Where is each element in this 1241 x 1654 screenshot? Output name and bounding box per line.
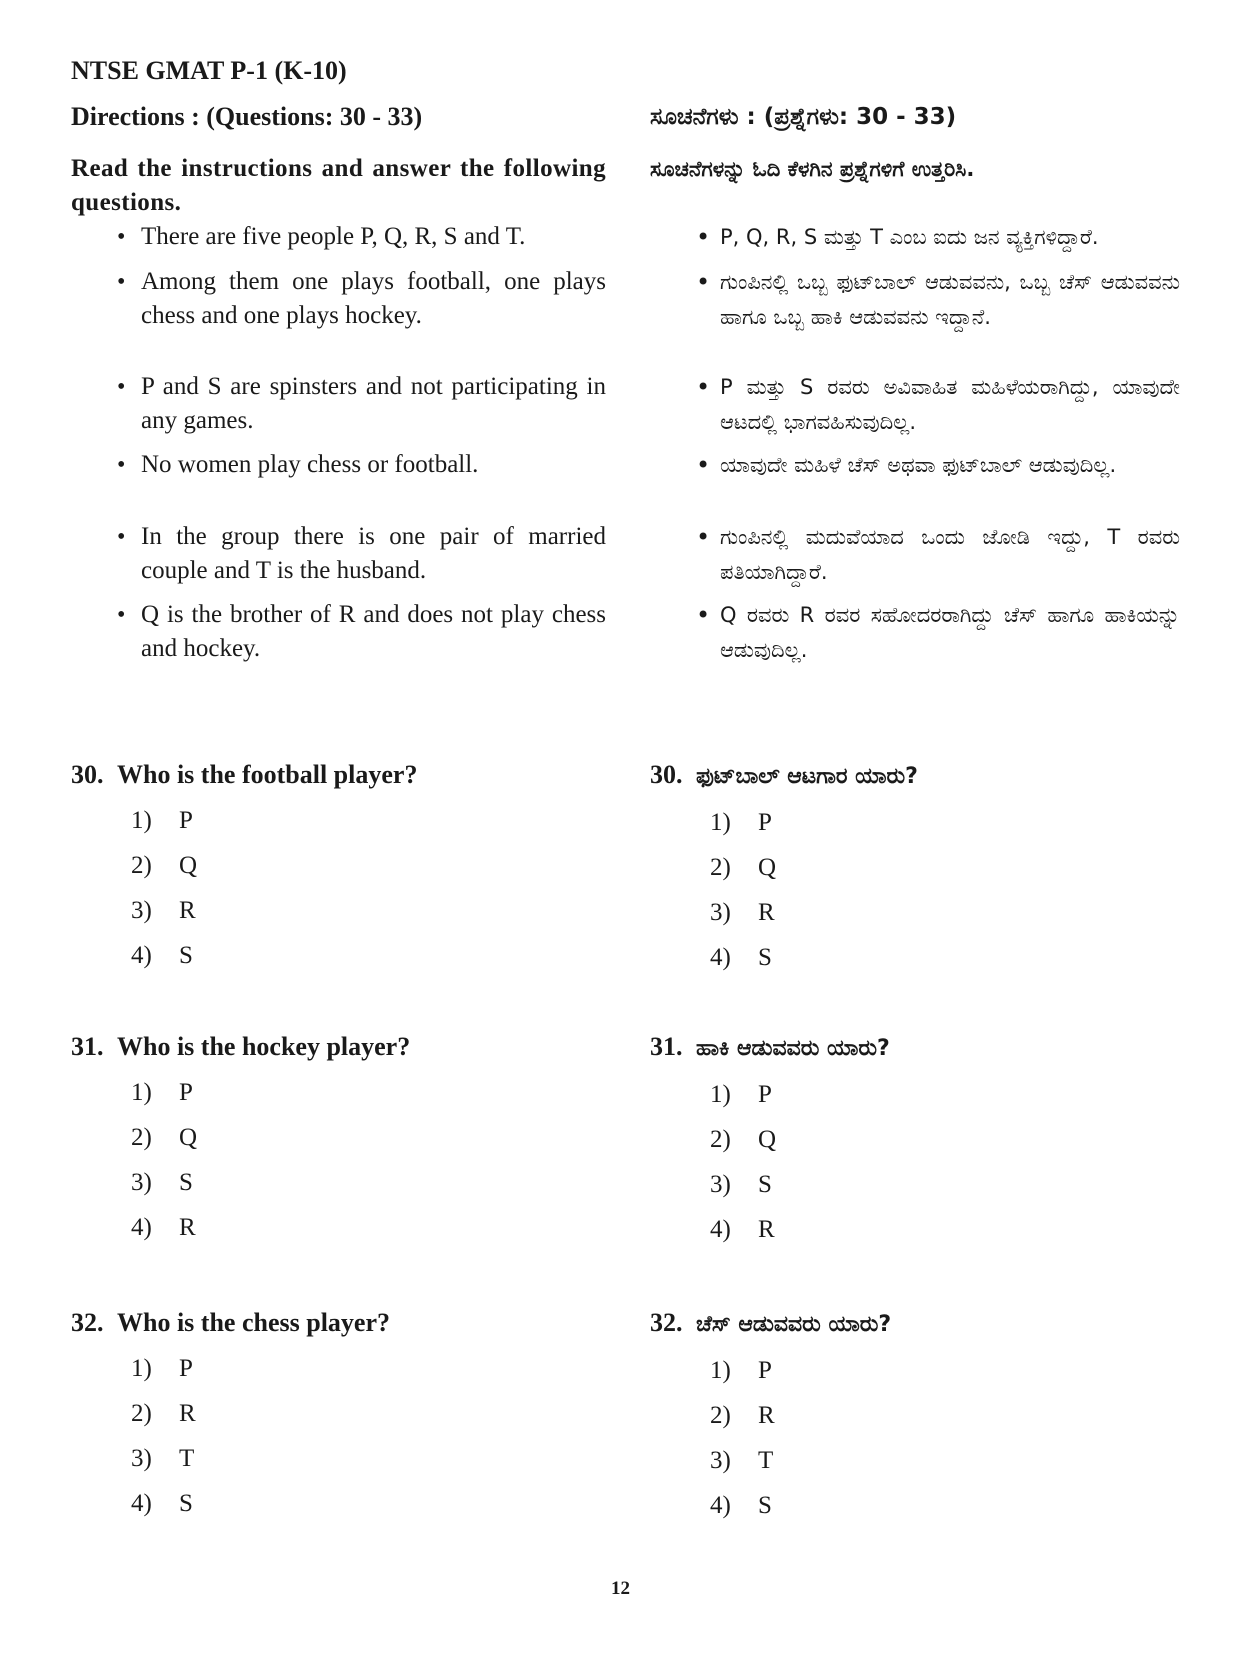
- instruction-item: • P and S are spinsters and not participating in any games.: [117, 370, 606, 438]
- question-31-kannada: [650, 1030, 890, 1258]
- question-32: [71, 1306, 390, 1532]
- instruction-item-kannada: • P ಮತ್ತು S ರವರು ಅವಿವಾಹಿತ ಮಹಿಳೆಯರಾಗಿದ್ದು, ಯಾವುದೇ ಆಟದಲ್ಲಿ ಭಾಗವಹಿಸುವುದಿಲ್ಲ.: [696, 370, 1180, 440]
- option[interactable]: 4) S: [710, 1492, 772, 1519]
- option[interactable]: 3) T: [131, 1445, 195, 1472]
- question-text: Who is the football player?: [117, 760, 418, 789]
- option[interactable]: 3) R: [131, 897, 196, 924]
- directions-title: Directions : (Questions: 30 - 33): [71, 102, 423, 131]
- instruction-item: • Q is the brother of R and does not play chess and hockey.: [117, 598, 606, 666]
- question-text: Who is the chess player?: [117, 1308, 390, 1337]
- question-title: [650, 1306, 891, 1342]
- instruction-item: • Among them one plays football, one plays chess and one plays hockey.: [117, 265, 606, 333]
- question-number: 30.: [650, 760, 683, 789]
- question-number: 32.: [71, 1308, 104, 1337]
- question-30: [71, 758, 417, 984]
- question-title: [650, 758, 918, 794]
- option[interactable]: 2) Q: [710, 854, 777, 881]
- directions-subtitle: Read the instructions and answer the following questions.: [71, 155, 606, 216]
- question-number: 31.: [650, 1032, 683, 1061]
- instruction-item: • In the group there is one pair of married couple and T is the husband.: [117, 520, 606, 588]
- option[interactable]: 2) R: [131, 1400, 196, 1427]
- option[interactable]: 1) P: [710, 1357, 772, 1384]
- option[interactable]: 3) T: [710, 1447, 774, 1474]
- question-text: ಹಾಕಿ ಆಡುವವರು ಯಾರು?: [696, 1036, 890, 1061]
- option[interactable]: 1) P: [131, 1079, 193, 1106]
- question-number: 30.: [71, 760, 104, 789]
- question-text: ಚೆಸ್ ಆಡುವವರು ಯಾರು?: [696, 1312, 892, 1337]
- option[interactable]: 1) P: [131, 807, 193, 834]
- directions-subtitle-kannada: ಸೂಚನೆಗಳನ್ನು ಓದಿ ಕೆಳಗಿನ ಪ್ರಶ್ನೆಗಳಿಗೆ ಉತ್ತರಿಸಿ.: [650, 157, 975, 181]
- question-number: 31.: [71, 1032, 104, 1061]
- option[interactable]: 4) S: [131, 1490, 193, 1517]
- instruction-item-kannada: • P, Q, R, S ಮತ್ತು T ಎಂಬ ಐದು ಜನ ವ್ಯಕ್ತಿಗಳಿದ್ದಾರೆ.: [696, 220, 1180, 255]
- option[interactable]: 1) P: [710, 809, 772, 836]
- instruction-item-kannada: • Q ರವರು R ರವರ ಸಹೋದರರಾಗಿದ್ದು ಚೆಸ್ ಹಾಗೂ ಹಾಕಿಯನ್ನು ಆಡುವುದಿಲ್ಲ.: [696, 598, 1180, 668]
- option[interactable]: 2) Q: [131, 1124, 198, 1151]
- option[interactable]: 4) R: [131, 1214, 196, 1241]
- option[interactable]: 2) Q: [710, 1126, 777, 1153]
- question-30-kannada: [650, 758, 918, 986]
- question-title: [71, 758, 417, 792]
- option[interactable]: 2) R: [710, 1402, 775, 1429]
- question-32-kannada: [650, 1306, 891, 1534]
- question-text: ಫುಟ್‌ಬಾಲ್ ಆಟಗಾರ ಯಾರು?: [696, 764, 918, 789]
- option[interactable]: 3) S: [131, 1169, 193, 1196]
- option[interactable]: 4) R: [710, 1216, 775, 1243]
- option[interactable]: 1) P: [131, 1355, 193, 1382]
- option[interactable]: 3) R: [710, 899, 775, 926]
- page-number: 12: [611, 1578, 630, 1599]
- instruction-item: • No women play chess or football.: [117, 448, 606, 482]
- option[interactable]: 2) Q: [131, 852, 198, 879]
- question-number: 32.: [650, 1308, 683, 1337]
- kannada-column: [650, 100, 1180, 662]
- question-title: [71, 1030, 410, 1064]
- option[interactable]: 3) S: [710, 1171, 772, 1198]
- instruction-item-kannada: • ಗುಂಪಿನಲ್ಲಿ ಒಬ್ಬ ಫುಟ್‌ಬಾಲ್ ಆಡುವವನು, ಒಬ್ಬ ಚೆಸ್ ಆಡುವವನು ಹಾಗೂ ಒಬ್ಬ ಹಾಕಿ ಆಡುವವನು ಇದ್ದಾನೆ.: [696, 265, 1180, 335]
- english-column: [71, 100, 606, 662]
- page-header: NTSE GMAT P-1 (K-10): [71, 56, 347, 85]
- instruction-item-kannada: • ಗುಂಪಿನಲ್ಲಿ ಮದುವೆಯಾದ ಒಂದು ಜೋಡಿ ಇದ್ದು, T ರವರು ಪತಿಯಾಗಿದ್ದಾರೆ.: [696, 520, 1180, 590]
- option[interactable]: 1) P: [710, 1081, 772, 1108]
- instruction-item-kannada: • ಯಾವುದೇ ಮಹಿಳೆ ಚೆಸ್ ಅಥವಾ ಫುಟ್‌ಬಾಲ್ ಆಡುವುದಿಲ್ಲ.: [696, 448, 1180, 483]
- question-31: [71, 1030, 410, 1256]
- option[interactable]: 4) S: [131, 942, 193, 969]
- question-title: [71, 1306, 390, 1340]
- question-text: Who is the hockey player?: [117, 1032, 411, 1061]
- question-title: [650, 1030, 890, 1066]
- option[interactable]: 4) S: [710, 944, 772, 971]
- directions-title-kannada: ಸೂಚನೆಗಳು : (ಪ್ರಶ್ನೆಗಳು: 30 - 33): [650, 104, 957, 130]
- instruction-item: • There are five people P, Q, R, S and T.: [117, 220, 606, 254]
